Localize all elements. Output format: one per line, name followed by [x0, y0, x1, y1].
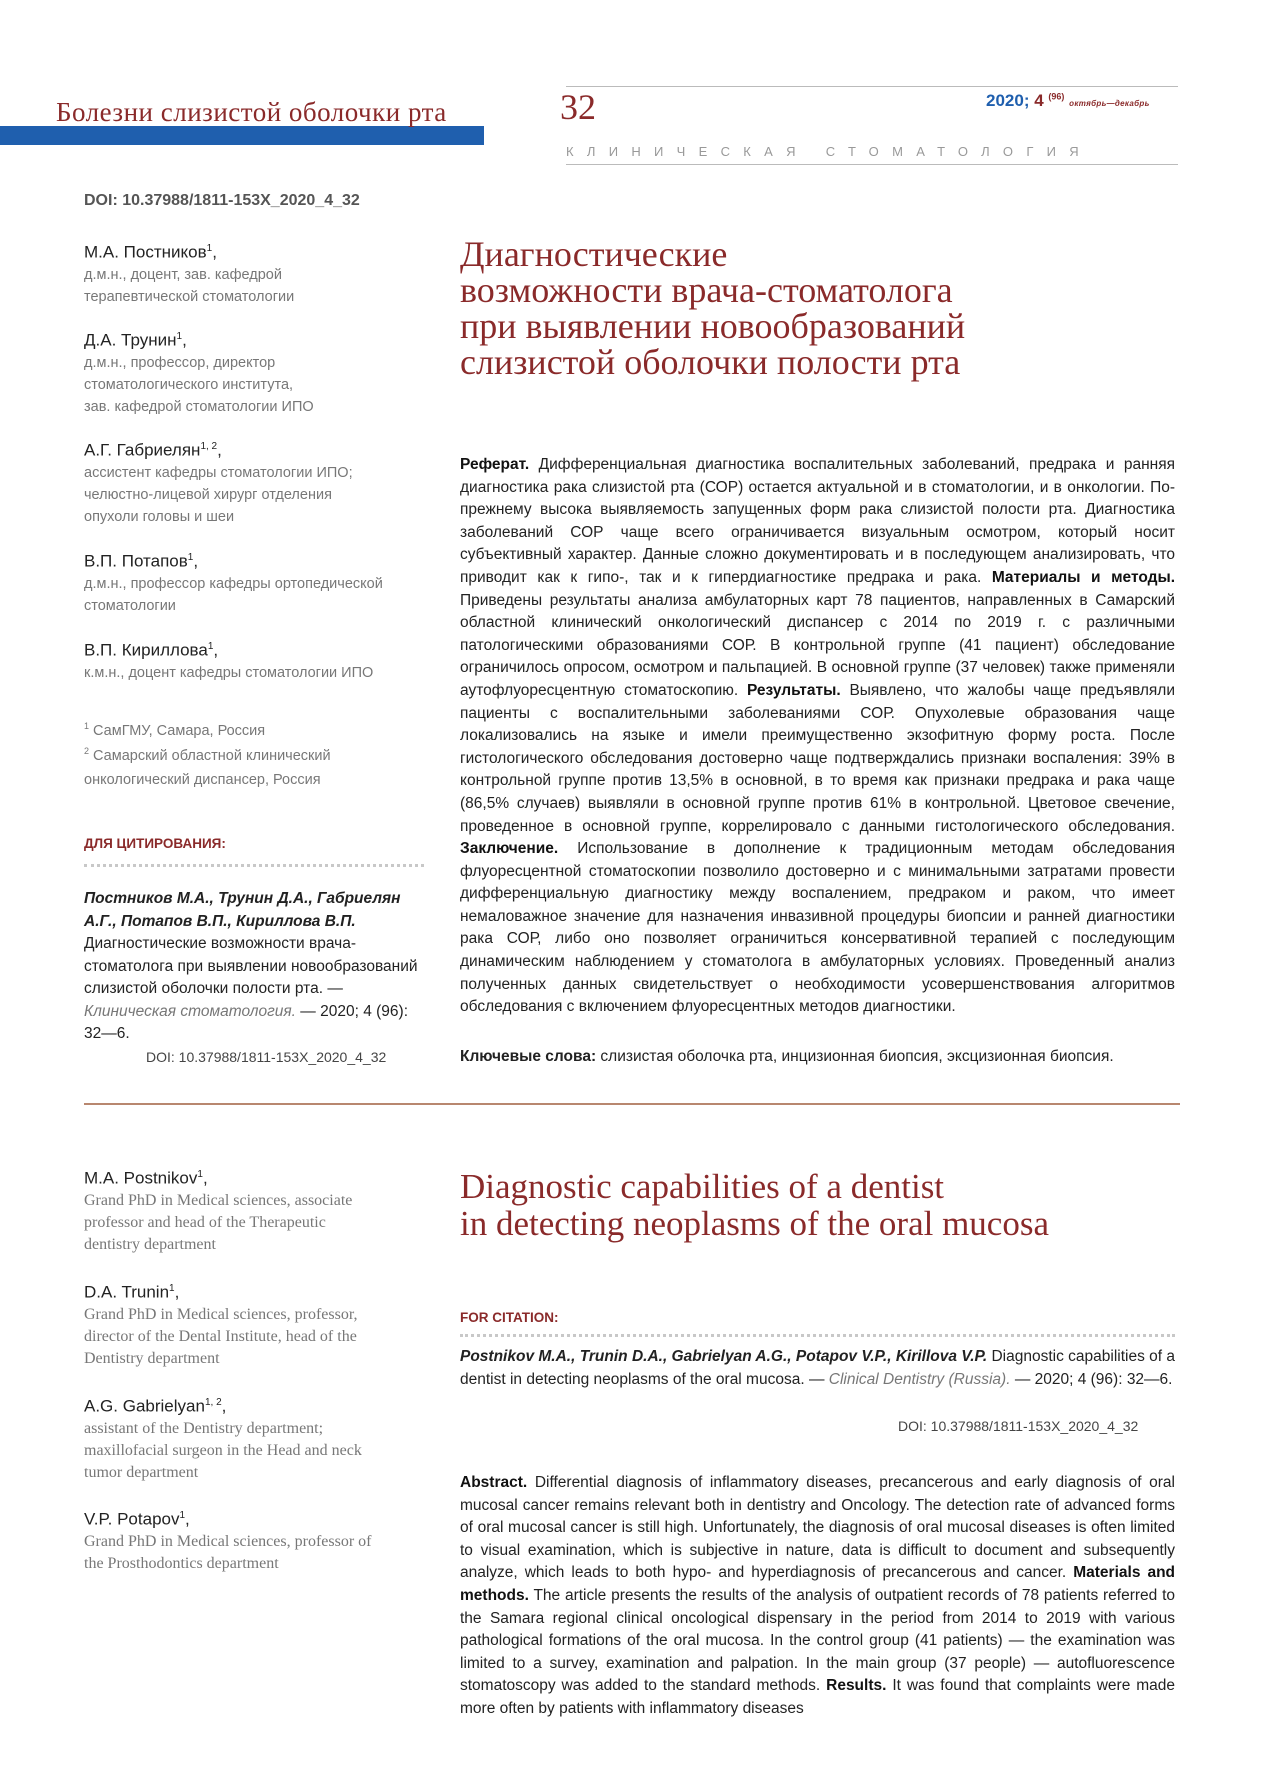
author-name: М.А. Постников: [84, 242, 207, 262]
author-ru-1: М.А. Постников$^1$, д.м.н., доцент, зав. кафедрой терапевтической стоматологии: [84, 238, 424, 308]
author-en-4: V.P. Potapov$^1$, Grand PhD in Medical sciences, professor of the Prosthodontics department: [84, 1505, 424, 1575]
citation-label-en: FOR CITATION:: [460, 1310, 559, 1325]
article-doi: DOI: 10.37988/1811-153X_2020_4_32: [84, 192, 360, 209]
author-affil-line: director of the Dental Institute, head of the: [84, 1327, 357, 1345]
author-sup: 1: [176, 331, 183, 342]
journal-rule: [566, 164, 1178, 165]
title-line: возможности врача-стоматолога: [460, 270, 953, 310]
affiliation-line: онкологический диспансер, Россия: [84, 771, 321, 788]
issue-months: октябрь—декабрь: [1069, 99, 1150, 108]
dotted-divider: [460, 1334, 1175, 1337]
author-affil-line: д.м.н., доцент, зав. кафедрой: [84, 266, 282, 283]
author-name: Д.А. Трунин: [84, 330, 177, 350]
author-affil-line: ассистент кафедры стоматологии ИПО;: [84, 464, 353, 481]
author-affil-line: professor and head of the Therapeutic: [84, 1213, 326, 1231]
title-line: in detecting neoplasms of the oral mucosa: [460, 1204, 1050, 1243]
author-en-1: M.A. Postnikov$^1$, Grand PhD in Medical sciences, associate professor and head of the Therapeutic dentistry department: [84, 1164, 424, 1256]
author-name: V.P. Potapov: [84, 1509, 180, 1529]
author-en-2: D.A. Trunin$^1$, Grand PhD in Medical sciences, professor, director of the Dental Institute, head of the Dentistry department: [84, 1278, 424, 1370]
author-ru-4: В.П. Потапов$^1$, д.м.н., профессор кафедры ортопедической стоматологии: [84, 547, 424, 617]
results-label: Results.: [826, 1677, 887, 1695]
citation-authors: Postnikov M.A., Trunin D.A., Gabrielyan A.G., Potapov V.P., Kirillova V.P.: [460, 1348, 988, 1365]
author-affil-line: assistant of the Dentistry department;: [84, 1419, 324, 1437]
abstract-label: Abstract.: [460, 1474, 528, 1491]
referat-label: Реферат.: [460, 456, 530, 473]
section-divider: [84, 1103, 1180, 1105]
title-line: при выявлении новообразований: [460, 306, 966, 346]
issue-year: 2020;: [986, 91, 1030, 110]
author-affil-line: dentistry department: [84, 1235, 216, 1253]
keywords-text: слизистая оболочка рта, инцизионная биопсия, эксцизионная биопсия.: [600, 1048, 1114, 1065]
article-title-ru: [460, 236, 1180, 380]
citation-label: ДЛЯ ЦИТИРОВАНИЯ:: [84, 836, 226, 851]
dotted-divider: [84, 864, 424, 867]
methods-label: Materials and methods.: [460, 1564, 1176, 1604]
author-sup: 1: [169, 1283, 175, 1294]
citation-en: [460, 1346, 1175, 1391]
citation-doi-en: DOI: 10.37988/1811-153X_2020_4_32: [898, 1418, 1139, 1434]
header-rule: [566, 86, 1178, 87]
author-affil-line: Grand PhD in Medical sciences, associate: [84, 1191, 353, 1209]
citation-journal: Клиническая стоматология.: [84, 1002, 296, 1020]
citation-doi: DOI: 10.37988/1811-153X_2020_4_32: [146, 1049, 387, 1065]
issue-total: (96): [1048, 91, 1065, 102]
conclusion-label: Заключение.: [460, 840, 559, 858]
author-sup: 1, 2: [204, 1397, 222, 1408]
author-affil-line: the Prosthodontics department: [84, 1554, 279, 1572]
citation-ru: [84, 888, 424, 1046]
affiliation-2: [84, 739, 424, 792]
author-sup: 1, 2: [200, 441, 218, 452]
journal-name: КЛИНИЧЕСКАЯ СТОМАТОЛОГИЯ: [566, 144, 1092, 159]
author-name: А.Г. Габриелян: [84, 440, 201, 460]
author-name: В.П. Потапов: [84, 551, 188, 571]
author-affil-line: Dentistry department: [84, 1349, 220, 1367]
affiliation-line: СамГМУ, Самара, Россия: [93, 722, 266, 739]
author-ru-3: А.Г. Габриелян$^{1, 2}$, ассистент кафедры стоматологии ИПО; челюстно-лицевой хирург отделения опухоли головы и шеи: [84, 436, 424, 528]
conclusion-text: Использование в дополнение к традиционным методам обследования флуоресцентной стоматоскопии позволило достоверно и с минимальными затратами провести дифференциальную диагностику между воспалением, предраком и раком, что имеет немаловажное значение для назначения инвазивной процедуры биопсии и ранней диагностики рака СОР, либо оно позволяет ограничиться консервативной терапией с последующим динамическим наблюдением у стоматолога в амбулаторных условиях. Проведенный анализ полученных данных свидетельствует о необходимости усовершенствования алгоритмов обследования с включением флуоресцентных методов диагностики.: [460, 840, 1175, 1016]
author-affil-line: maxillofacial surgeon in the Head and neck: [84, 1441, 362, 1459]
abstract-en: [460, 1472, 1175, 1721]
author-en-3: A.G. Gabrielyan$^{1, 2}$, assistant of the Dentistry department; maxillofacial surgeon in the Head and neck tumor department: [84, 1392, 424, 1484]
issue-number: 4: [1034, 91, 1044, 110]
results-text: It was found that complaints were made more often by patients with inflammatory diseases: [460, 1677, 1175, 1717]
author-affil-line: стоматологии: [84, 597, 176, 614]
author-affil-line: Grand PhD in Medical sciences, professor,: [84, 1305, 358, 1323]
issue-info: [986, 91, 1150, 111]
methods-text: Приведены результаты анализа амбулаторных карт 78 пациентов, направленных в Самарский областной клинический онкологический диспансер с 2014 по 2019 г. с различными патологическими образованиями СОР. В контрольной группе (41 пациент) обследование ограничилось опросом, осмотром и пальпацией. В основной группе (37 человек) также применяли аутофлуоресцентную стоматоскопию.: [460, 591, 1175, 699]
results-text: Выявлено, что жалобы чаще предъявляли пациенты с воспалительными заболеваниями СОР. Опухолевые образования чаще локализовались на языке и имели преимущественно экзофитную форму роста. После гистологического обследования достоверно чаще подтверждались признаки воспаления: 39% в контрольной группе против 13,5% в основной, в то время как признаки предрака и рака чаще (86,5% случаев) выявляли в основной группе против 61% в контрольной. Цветовое свечение, проведенное в основной группе, коррелировало с данными гистологического обследования.: [460, 681, 1175, 835]
title-line: Diagnostic capabilities of a dentist: [460, 1167, 945, 1206]
section-color-bar: [0, 126, 484, 145]
author-affil-line: д.м.н., профессор кафедры ортопедической: [84, 575, 383, 592]
citation-title: Diagnostic capabilities of a dentist in detecting neoplasms of the oral mucosa. —: [460, 1348, 1175, 1388]
citation-title: Диагностические возможности врача-стоматолога при выявлении новообразований слизистой оболочки полости рта. —: [84, 935, 418, 997]
author-ru-5: В.П. Кириллова$^1$, к.м.н., доцент кафедры стоматологии ИПО: [84, 636, 424, 684]
results-label: Результаты.: [746, 681, 841, 699]
affiliation-line: Самарский областной клинический: [93, 747, 331, 764]
author-sup: 1: [197, 1169, 203, 1180]
title-line: Диагностические: [460, 234, 728, 274]
author-affil-line: стоматологического института,: [84, 376, 294, 393]
citation-authors: Постников М.А., Трунин Д.А., Габриелян А.Г., Потапов В.П., Кириллова В.П.: [84, 890, 401, 930]
author-affil-line: tumor department: [84, 1463, 199, 1481]
author-affil-line: челюстно-лицевой хирург отделения: [84, 486, 332, 503]
author-ru-2: Д.А. Трунин$^1$, д.м.н., профессор, директор стоматологического института, зав. кафедрой стоматологии ИПО: [84, 326, 424, 418]
author-affil-line: зав. кафедрой стоматологии ИПО: [84, 398, 314, 415]
title-line: слизистой оболочки полости рта: [460, 342, 961, 382]
author-sup: 1: [207, 641, 214, 652]
author-affil-line: д.м.н., профессор, директор: [84, 354, 276, 371]
article-title-en: [460, 1168, 1180, 1242]
author-name: D.A. Trunin: [84, 1282, 170, 1302]
section-title: Болезни слизистой оболочки рта: [56, 97, 447, 127]
author-affil-line: Grand PhD in Medical sciences, professor of: [84, 1532, 372, 1550]
abstract-text: Differential diagnosis of inflammatory diseases, precancerous and early diagnosis of oral mucosal cancer remains relevant both in dentistry and Oncology. The detection rate of advanced forms of oral mucosal cancer is still high. Unfortunately, the diagnosis of oral mucosal diseases is often limited to visual examination, which is subjective in nature, data is difficult to document and subsequently analyze, which leads to both hypo- and hyperdiagnosis of precancerous and cancer.: [460, 1474, 1175, 1582]
methods-text: The article presents the results of the analysis of outpatient records of 78 patients referred to the Samara regional clinical oncological dispensary in the period from 2014 to 2019 with various pathological formations of the oral mucosa. In the control group (41 patients) — the examination was limited to a survey, examination and palpation. In the main group (37 people) — autofluorescence stomatoscopy was added to the standard methods.: [460, 1586, 1176, 1695]
methods-label: Материалы и методы.: [991, 568, 1176, 586]
referat-text: Дифференциальная диагностика воспалительных заболеваний, предрака и ранняя диагностика рака слизистой рта (СОР) остается актуальной и в стоматологии, и в онкологии. По-прежнему высока выявляемость запущенных форм рака слизистой полости рта. Диагностика заболеваний СОР чаще всего ограничивается визуальным осмотром, который носит субъективный характер. Данные сложно документировать и в последующем анализировать, что приводит как к гипо-, так и к гипердиагностике предрака и рака.: [460, 456, 1176, 586]
affiliation-sup: 2: [84, 746, 90, 756]
author-name: M.A. Postnikov: [84, 1168, 198, 1188]
affiliation-sup: 1: [84, 721, 90, 731]
citation-journal: Clinical Dentistry (Russia).: [828, 1370, 1011, 1388]
author-name: В.П. Кириллова: [84, 640, 208, 660]
citation-tail: — 2020; 4 (96): 32—6.: [84, 1002, 408, 1042]
author-sup: 1: [179, 1510, 186, 1521]
citation-tail: — 2020; 4 (96): 32—6.: [1014, 1370, 1173, 1388]
author-affil-line: опухоли головы и шеи: [84, 508, 235, 525]
keywords-label: Ключевые слова:: [460, 1048, 597, 1065]
author-sup: 1: [187, 552, 194, 563]
author-affil-line: терапевтической стоматологии: [84, 288, 295, 305]
page-number: 32: [560, 87, 596, 127]
author-name: A.G. Gabrielyan: [84, 1396, 205, 1416]
abstract-ru: [460, 454, 1175, 1019]
keywords-ru: [460, 1048, 1180, 1066]
author-affil-line: к.м.н., доцент кафедры стоматологии ИПО: [84, 664, 374, 681]
author-sup: 1: [206, 243, 213, 254]
